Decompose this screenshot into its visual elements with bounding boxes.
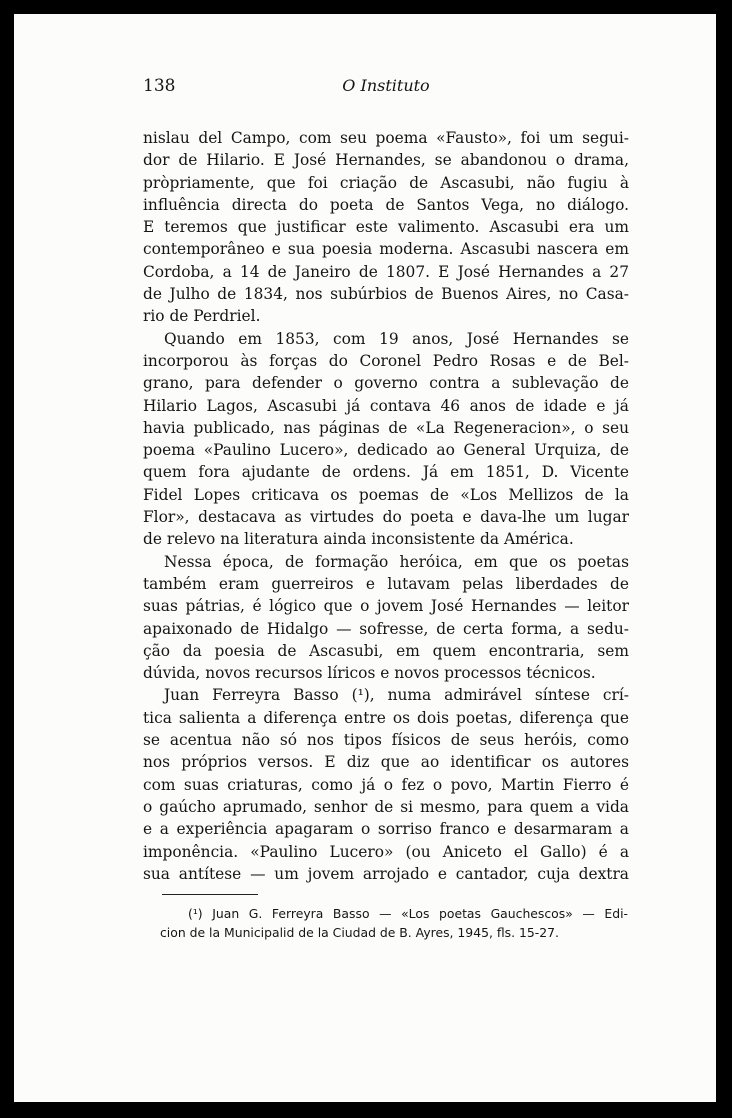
text-line: dúvida, novos recursos líricos e novos processos técnicos. (143, 664, 596, 683)
text-line: rio de Perdriel. (143, 307, 261, 326)
text-line: influência directa do poeta de Santos Vega, no diálogo. (143, 195, 629, 214)
text-line: Quando em 1853, com 19 anos, José Hernandes se (164, 329, 629, 348)
text-line: nos próprios versos. E diz que ao identificar os autores (143, 753, 629, 772)
text-line: quem fora ajudante de ordens. Já em 1851, D. Vicente (143, 463, 629, 482)
body-text (143, 127, 629, 885)
text-line: grano, para defender o governo contra a sublevação de (143, 374, 629, 393)
text-line: Juan Ferreyra Basso (¹), numa admirável síntese crí- (164, 686, 629, 705)
text-line: também eram guerreiros e lutavam pelas liberdades de (143, 574, 629, 593)
text-line: de Julho de 1834, nos subúrbios de Buenos Aires, no Casa- (143, 285, 629, 304)
paragraph-4 (143, 684, 629, 885)
footnote-divider (162, 894, 258, 895)
paragraph-2 (143, 328, 629, 551)
page-number: 138 (143, 76, 176, 96)
text-line: incorporou às forças do Coronel Pedro Rosas e de Bel- (143, 351, 629, 370)
text-line: com suas criaturas, como já o fez o povo, Martin Fierro é (143, 775, 629, 794)
text-line: dor de Hilario. E José Hernandes, se abandonou o drama, (143, 151, 629, 170)
text-line: poema «Paulino Lucero», dedicado ao General Urquiza, de (143, 441, 629, 460)
running-title: O Instituto (342, 76, 430, 95)
text-line: Cordoba, a 14 de Janeiro de 1807. E José Hernandes a 27 (143, 262, 629, 281)
text-line: E teremos que justificar este valimento. Ascasubi era um (143, 218, 629, 237)
page-header (143, 76, 629, 102)
paragraph-1 (143, 127, 629, 328)
paragraph-3 (143, 551, 629, 685)
text-line: tica salienta a diferença entre os dois poetas, diferença que (143, 708, 629, 727)
text-line: Hilario Lagos, Ascasubi já contava 46 anos de idade e já (143, 396, 629, 415)
text-line: e a experiência apagaram o sorriso franco e desarmaram a (143, 820, 629, 839)
text-line: sua antítese — um jovem arrojado e cantador, cuja dextra (143, 864, 629, 883)
text-line: suas pátrias, é lógico que o jovem José Hernandes — leitor (143, 597, 629, 616)
text-line: de relevo na literatura ainda inconsistente da América. (143, 530, 574, 549)
text-line: pròpriamente, que foi criação de Ascasubi, não fugiu à (143, 173, 629, 192)
text-line: havia publicado, nas páginas de «La Regeneracion», o seu (143, 418, 629, 437)
text-line: nislau del Campo, com seu poema «Fausto», foi um segui- (143, 129, 629, 147)
text-line: o gaúcho aprumado, senhor de si mesmo, para quem a vida (143, 797, 629, 816)
text-line: Nessa época, de formação heróica, em que os poetas (164, 552, 629, 571)
footnote-line: (¹) Juan G. Ferreyra Basso — «Los poetas Gauchescos» — Edi- (188, 906, 628, 921)
footnote (160, 904, 628, 942)
text-line: ção da poesia de Ascasubi, em quem encontraria, sem (143, 641, 629, 660)
text-line: Fidel Lopes criticava os poemas de «Los Mellizos de la (143, 485, 629, 504)
text-line: imponência. «Paulino Lucero» (ou Aniceto el Gallo) é a (143, 842, 629, 861)
text-line: Flor», destacava as virtudes do poeta e dava-lhe um lugar (143, 508, 629, 527)
footnote-line: cion de la Municipalid de la Ciudad de B. Ayres, 1945, fls. 15-27. (160, 925, 559, 940)
text-line: apaixonado de Hidalgo — sofresse, de certa forma, a sedu- (143, 619, 629, 638)
text-line: contemporâneo e sua poesia moderna. Ascasubi nascera em (143, 240, 629, 259)
text-line: se acentua não só nos tipos físicos de seus heróis, como (143, 731, 629, 750)
